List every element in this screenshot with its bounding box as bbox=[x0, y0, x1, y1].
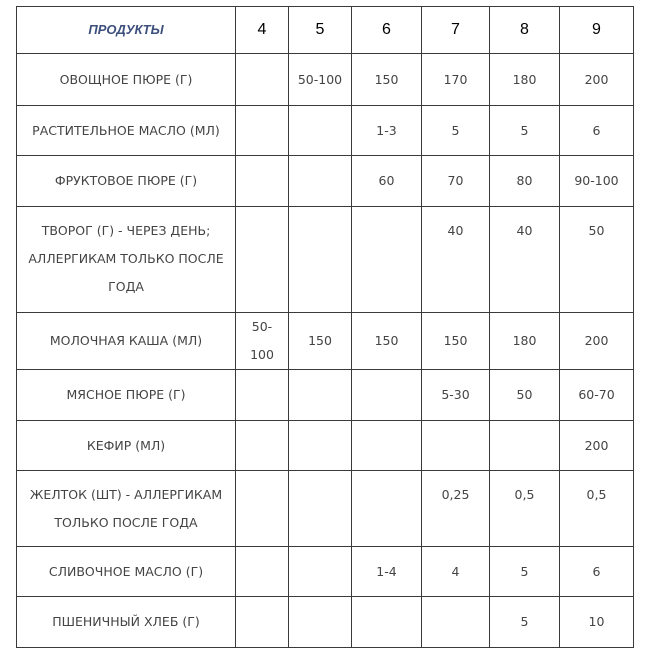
value-cell bbox=[236, 370, 289, 421]
value-cell bbox=[236, 156, 289, 207]
month-header: 5 bbox=[289, 7, 352, 54]
value-cell bbox=[422, 597, 490, 648]
table-row bbox=[17, 207, 634, 313]
value-cell bbox=[422, 421, 490, 471]
value-cell: 90-100 bbox=[560, 156, 634, 207]
table-row bbox=[17, 313, 634, 370]
value-cell: 150 bbox=[352, 54, 422, 106]
value-cell: 70 bbox=[422, 156, 490, 207]
month-header: 6 bbox=[352, 7, 422, 54]
table-row bbox=[17, 54, 634, 106]
product-cell: КЕФИР (МЛ) bbox=[17, 421, 236, 471]
value-cell: 5 bbox=[490, 106, 560, 156]
value-cell: 50-100 bbox=[289, 54, 352, 106]
value-cell: 5-30 bbox=[422, 370, 490, 421]
value-cell: 10 bbox=[560, 597, 634, 648]
product-cell: МОЛОЧНАЯ КАША (МЛ) bbox=[17, 313, 236, 370]
value-cell: 5 bbox=[490, 547, 560, 597]
product-cell: СЛИВОЧНОЕ МАСЛО (Г) bbox=[17, 547, 236, 597]
value-cell: 0,5 bbox=[560, 471, 634, 547]
value-cell: 0,5 bbox=[490, 471, 560, 547]
table-row bbox=[17, 421, 634, 471]
value-cell bbox=[236, 597, 289, 648]
value-cell bbox=[289, 597, 352, 648]
month-header: 7 bbox=[422, 7, 490, 54]
value-cell: 60-70 bbox=[560, 370, 634, 421]
value-cell bbox=[289, 156, 352, 207]
value-cell: 50 bbox=[490, 370, 560, 421]
table-row bbox=[17, 471, 634, 547]
value-cell bbox=[236, 106, 289, 156]
value-cell: 50 bbox=[560, 207, 634, 313]
table-row bbox=[17, 106, 634, 156]
value-cell: 150 bbox=[289, 313, 352, 370]
value-cell: 40 bbox=[490, 207, 560, 313]
value-cell: 1-4 bbox=[352, 547, 422, 597]
value-cell bbox=[352, 471, 422, 547]
month-header: 9 bbox=[560, 7, 634, 54]
value-cell bbox=[289, 370, 352, 421]
table-row bbox=[17, 547, 634, 597]
value-cell bbox=[236, 471, 289, 547]
value-cell: 150 bbox=[422, 313, 490, 370]
table-row bbox=[17, 597, 634, 648]
value-cell bbox=[352, 207, 422, 313]
value-cell bbox=[236, 207, 289, 313]
month-header: 8 bbox=[490, 7, 560, 54]
table-row bbox=[17, 370, 634, 421]
value-cell bbox=[352, 421, 422, 471]
value-cell: 6 bbox=[560, 547, 634, 597]
value-cell: 40 bbox=[422, 207, 490, 313]
product-cell: ФРУКТОВОЕ ПЮРЕ (Г) bbox=[17, 156, 236, 207]
product-cell: РАСТИТЕЛЬНОЕ МАСЛО (МЛ) bbox=[17, 106, 236, 156]
feeding-table bbox=[16, 6, 634, 648]
product-cell: ОВОЩНОЕ ПЮРЕ (Г) bbox=[17, 54, 236, 106]
value-cell bbox=[236, 547, 289, 597]
feeding-table-container bbox=[16, 6, 634, 648]
product-cell: ЖЕЛТОК (ШТ) - АЛЛЕРГИКАМ ТОЛЬКО ПОСЛЕ ГОДА bbox=[17, 471, 236, 547]
value-cell: 4 bbox=[422, 547, 490, 597]
value-cell bbox=[289, 421, 352, 471]
value-cell: 170 bbox=[422, 54, 490, 106]
header-row bbox=[17, 7, 634, 54]
value-cell: 60 bbox=[352, 156, 422, 207]
value-cell: 0,25 bbox=[422, 471, 490, 547]
product-cell: ПШЕНИЧНЫЙ ХЛЕБ (Г) bbox=[17, 597, 236, 648]
table-row bbox=[17, 156, 634, 207]
value-cell bbox=[289, 471, 352, 547]
value-cell: 200 bbox=[560, 313, 634, 370]
value-cell: 200 bbox=[560, 421, 634, 471]
value-cell: 5 bbox=[490, 597, 560, 648]
value-cell: 200 bbox=[560, 54, 634, 106]
value-cell bbox=[236, 54, 289, 106]
value-cell: 1-3 bbox=[352, 106, 422, 156]
value-cell: 5 bbox=[422, 106, 490, 156]
products-header: ПРОДУКТЫ bbox=[17, 7, 236, 54]
product-cell: МЯСНОЕ ПЮРЕ (Г) bbox=[17, 370, 236, 421]
value-cell bbox=[352, 597, 422, 648]
value-cell bbox=[289, 207, 352, 313]
value-cell: 80 bbox=[490, 156, 560, 207]
value-cell bbox=[289, 547, 352, 597]
value-cell: 150 bbox=[352, 313, 422, 370]
value-cell: 180 bbox=[490, 54, 560, 106]
value-cell bbox=[352, 370, 422, 421]
value-cell: 6 bbox=[560, 106, 634, 156]
product-cell: ТВОРОГ (Г) - ЧЕРЕЗ ДЕНЬ; АЛЛЕРГИКАМ ТОЛЬКО ПОСЛЕ ГОДА bbox=[17, 207, 236, 313]
value-cell: 50-100 bbox=[236, 313, 289, 370]
value-cell bbox=[289, 106, 352, 156]
value-cell: 180 bbox=[490, 313, 560, 370]
value-cell bbox=[236, 421, 289, 471]
value-cell bbox=[490, 421, 560, 471]
month-header: 4 bbox=[236, 7, 289, 54]
